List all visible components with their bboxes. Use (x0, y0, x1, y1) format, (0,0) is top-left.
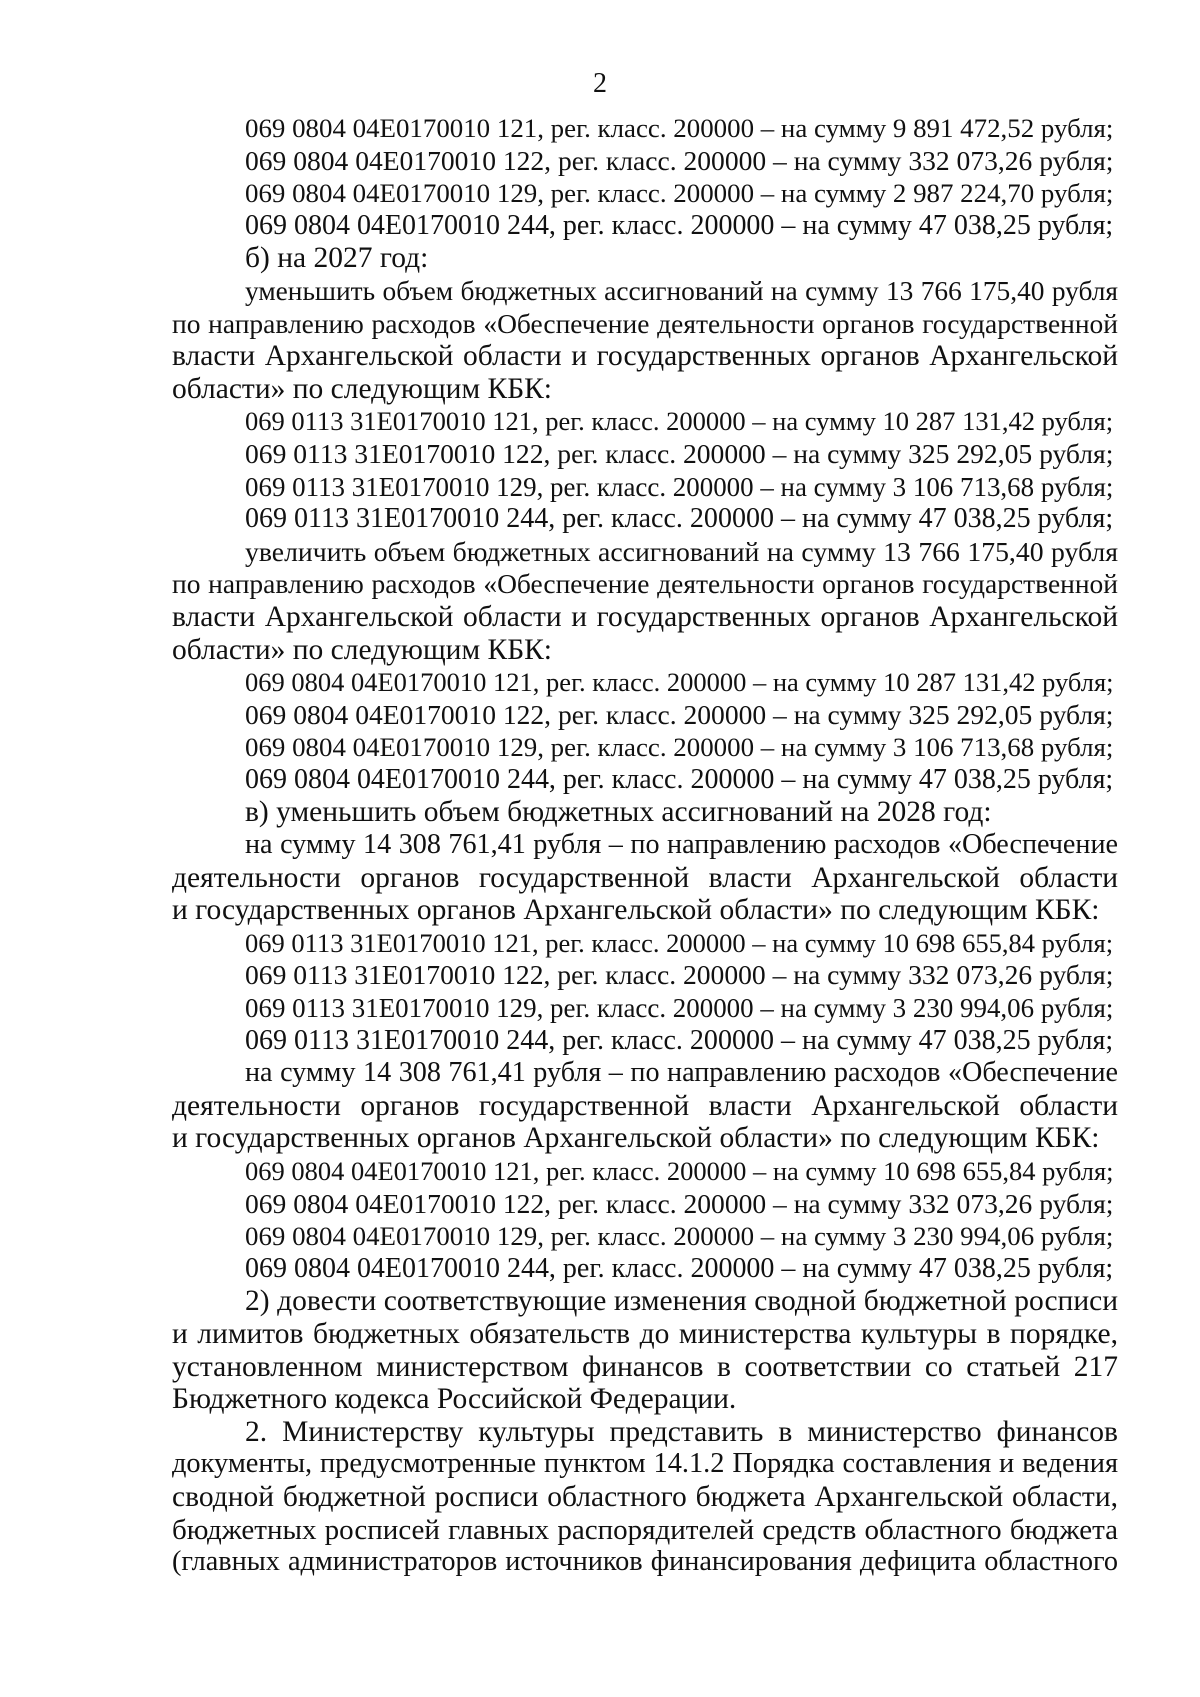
text-line: и государственных органов Архангельской области» по следующим КБК: (172, 1122, 1100, 1155)
text-line: 069 0804 04Е0170010 129, рег. класс. 200000 – на сумму 3 230 994,06 рубля; (245, 1221, 1114, 1252)
text-line: 069 0804 04Е0170010 122, рег. класс. 200000 – на сумму 332 073,26 рубля; (245, 144, 1114, 176)
text-line: по направлению расходов «Обеспечение деятельности органов государственной (172, 308, 1118, 339)
text-line: 069 0804 04Е0170010 122, рег. класс. 200000 – на сумму 332 073,26 рубля; (245, 1187, 1114, 1219)
text-line: б) на 2027 год: (245, 242, 429, 275)
text-line: власти Архангельской области и государственных органов Архангельской (172, 600, 1118, 633)
text-line: 069 0113 31Е0170010 244, рег. класс. 200000 – на сумму 47 038,25 рубля; (245, 503, 1114, 535)
text-line: 069 0113 31Е0170010 129, рег. класс. 200000 – на сумму 3 230 994,06 рубля; (245, 993, 1114, 1024)
text-line: 2. Министерству культуры представить в министерство финансов (245, 1415, 1118, 1448)
text-line: уменьшить объем бюджетных ассигнований на сумму 13 766 175,40 рубля (245, 275, 1118, 306)
text-line: документы, предусмотренные пунктом 14.1.2 Порядка составления и ведения (172, 1448, 1118, 1480)
text-line: и государственных органов Архангельской области» по следующим КБК: (172, 894, 1100, 927)
text-line: власти Архангельской области и государственных органов Архангельской (172, 340, 1118, 373)
text-line: 069 0804 04Е0170010 244, рег. класс. 200000 – на сумму 47 038,25 рубля; (245, 209, 1114, 241)
text-line: бюджетных росписей главных распорядителей средств областного бюджета (172, 1513, 1118, 1546)
text-line: (главных администраторов источников финансирования дефицита областного (172, 1546, 1118, 1578)
text-line: 069 0804 04Е0170010 122, рег. класс. 200000 – на сумму 325 292,05 рубля; (245, 698, 1114, 730)
text-line: 069 0113 31Е0170010 129, рег. класс. 200000 – на сумму 3 106 713,68 рубля; (245, 471, 1114, 502)
text-line: сводной бюджетной росписи областного бюджета Архангельской области, (172, 1480, 1118, 1513)
text-line: Бюджетного кодекса Российской Федерации. (172, 1383, 737, 1416)
text-line: установленном министерством финансов в соответствии со статьей 217 (172, 1350, 1118, 1383)
text-line: 069 0113 31Е0170010 122, рег. класс. 200000 – на сумму 325 292,05 рубля; (245, 437, 1114, 469)
text-line: 069 0804 04Е0170010 129, рег. класс. 200000 – на сумму 3 106 713,68 рубля; (245, 732, 1114, 763)
text-line: деятельности органов государственной власти Архангельской области (172, 861, 1118, 894)
text-line: 069 0804 04Е0170010 129, рег. класс. 200000 – на сумму 2 987 224,70 рубля; (245, 178, 1114, 209)
text-line: 069 0113 31Е0170010 121, рег. класс. 200000 – на сумму 10 287 131,42 рубля; (245, 406, 1114, 437)
text-line: в) уменьшить объем бюджетных ассигнований на 2028 год: (245, 796, 992, 829)
text-line: 069 0113 31Е0170010 122, рег. класс. 200000 – на сумму 332 073,26 рубля; (245, 959, 1114, 991)
text-line: 069 0804 04Е0170010 121, рег. класс. 200000 – на сумму 10 698 655,84 рубля; (245, 1156, 1114, 1186)
text-line: области» по следующим КБК: (172, 633, 552, 666)
text-line: 069 0804 04Е0170010 244, рег. класс. 200000 – на сумму 47 038,25 рубля; (245, 763, 1114, 795)
text-line: деятельности органов государственной власти Архангельской области (172, 1089, 1118, 1122)
text-line: 2) довести соответствующие изменения сводной бюджетной росписи (245, 1285, 1118, 1318)
text-line: 069 0113 31Е0170010 244, рег. класс. 200000 – на сумму 47 038,25 рубля; (245, 1024, 1114, 1056)
text-line: и лимитов бюджетных обязательств до министерства культуры в порядке, (172, 1317, 1118, 1350)
text-line: 069 0113 31Е0170010 121, рег. класс. 200000 – на сумму 10 698 655,84 рубля; (245, 927, 1114, 958)
text-line: на сумму 14 308 761,41 рубля – по направлению расходов «Обеспечение (245, 1057, 1118, 1089)
text-line: 069 0804 04Е0170010 244, рег. класс. 200000 – на сумму 47 038,25 рубля; (245, 1252, 1114, 1284)
document-body (172, 112, 1118, 1579)
page-number: 2 (593, 68, 607, 99)
text-line: области» по следующим КБК: (172, 372, 552, 405)
text-line: увеличить объем бюджетных ассигнований на сумму 13 766 175,40 рубля (245, 535, 1118, 567)
text-line: 069 0804 04Е0170010 121, рег. класс. 200000 – на сумму 10 287 131,42 рубля; (245, 667, 1114, 698)
text-line: по направлению расходов «Обеспечение деятельности органов государственной (172, 569, 1118, 600)
text-line: на сумму 14 308 761,41 рубля – по направлению расходов «Обеспечение (245, 829, 1118, 861)
text-line: 069 0804 04Е0170010 121, рег. класс. 200000 – на сумму 9 891 472,52 рубля; (245, 113, 1114, 143)
